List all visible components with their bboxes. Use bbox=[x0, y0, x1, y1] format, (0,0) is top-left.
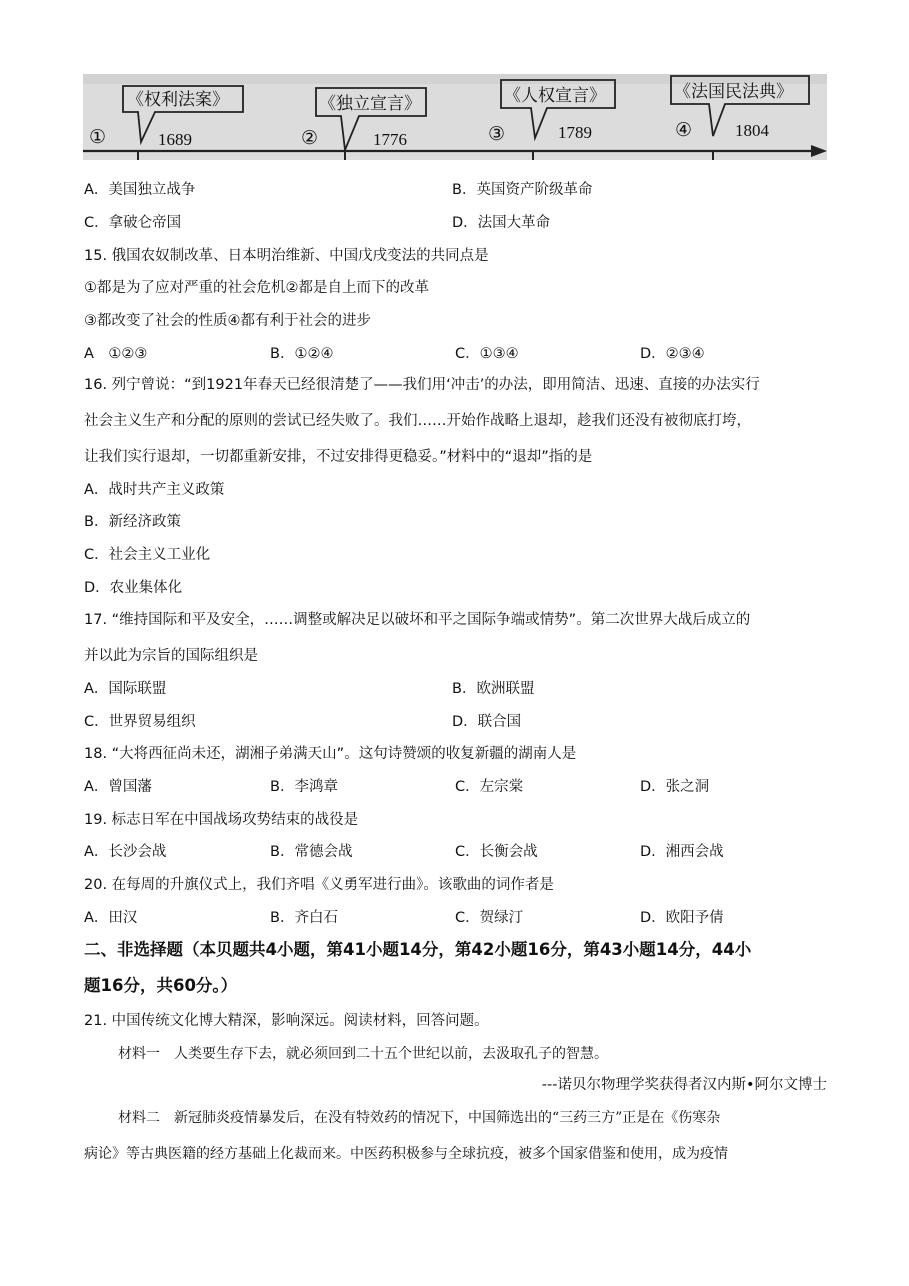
q17-option-c: C．世界贸易组织 bbox=[84, 714, 196, 730]
timeline-num-1: ① bbox=[89, 126, 107, 148]
q19-option-b: B．常德会战 bbox=[270, 844, 353, 860]
q18-option-c: C．左宗棠 bbox=[455, 779, 524, 795]
timeline-year-3: 1789 bbox=[558, 123, 592, 142]
q16-option-c: C．社会主义工业化 bbox=[84, 547, 211, 563]
q16-option-d: D．农业集体化 bbox=[84, 580, 183, 596]
q17-stem-line-2: 并以此为宗旨的国际组织是 bbox=[84, 648, 258, 664]
q16-stem-line-1: 16. 列宁曾说：“到1921年春天已经很清楚了——我们用‘冲击’的办法，即用简洁、迅速、直接的办法实行 bbox=[84, 377, 760, 393]
timeline-title-1: 《权利法案》 bbox=[127, 90, 229, 109]
q19-option-a: A．长沙会战 bbox=[84, 844, 167, 860]
q20-stem: 20. 在每周的升旗仪式上，我们齐唱《义勇军进行曲》。该歌曲的词作者是 bbox=[84, 877, 554, 893]
timeline-title-4: 《法国民法典》 bbox=[674, 82, 793, 101]
q18-option-b: B．李鸿章 bbox=[270, 779, 338, 795]
q14-option-c: C．拿破仑帝国 bbox=[84, 215, 182, 231]
q15-option-b: B．①②④ bbox=[270, 346, 334, 362]
q14-option-a: A．美国独立战争 bbox=[84, 182, 196, 198]
q21-material-2-line-1: 材料二 新冠肺炎疫情暴发后，在没有特效药的情况下，中国筛选出的“三药三方”正是在《伤寒杂 bbox=[118, 1110, 721, 1126]
q20-option-c: C．贺绿汀 bbox=[455, 910, 524, 926]
q20-option-a: A．田汉 bbox=[84, 910, 138, 926]
q15-option-c: C．①③④ bbox=[455, 346, 519, 362]
q18-stem: 18. “大将西征尚未还，湖湘子弟满天山”。这句诗赞颂的收复新疆的湖南人是 bbox=[84, 746, 577, 762]
q15-stem: 15. 俄国农奴制改革、日本明治维新、中国戊戌变法的共同点是 bbox=[84, 248, 489, 264]
q19-option-c: C．长衡会战 bbox=[455, 844, 538, 860]
q16-option-a: A．战时共产主义政策 bbox=[84, 482, 225, 498]
q17-option-a: A．国际联盟 bbox=[84, 681, 167, 697]
q21-stem: 21. 中国传统文化博大精深，影响深远。阅读材料，回答问题。 bbox=[84, 1013, 489, 1029]
q14-option-b: B．英国资产阶级革命 bbox=[452, 182, 593, 198]
q15-option-a: A ①②③ bbox=[84, 346, 148, 362]
timeline-num-4: ④ bbox=[675, 119, 693, 141]
q15-statements-2: ③都改变了社会的性质④都有利于社会的进步 bbox=[84, 313, 371, 329]
q16-stem-line-3: 让我们实行退却，一切都重新安排，不过安排得更稳妥。”材料中的“退却”指的是 bbox=[84, 449, 593, 465]
q16-option-b: B．新经济政策 bbox=[84, 514, 181, 530]
q17-option-b: B．欧洲联盟 bbox=[452, 681, 535, 697]
q18-option-a: A．曾国藩 bbox=[84, 779, 152, 795]
q19-option-d: D．湘西会战 bbox=[640, 844, 724, 860]
q21-material-1-source: ---诺贝尔物理学奖获得者汉内斯•阿尔文博士 bbox=[541, 1077, 827, 1093]
q17-stem-line-1: 17. “维持国际和平及安全，……调整或解决足以破坏和平之国际争端或情势”。第二次世界大战后成立的 bbox=[84, 612, 751, 628]
timeline-year-4: 1804 bbox=[735, 121, 769, 140]
q15-option-d: D．②③④ bbox=[640, 346, 705, 362]
q15-statements-1: ①都是为了应对严重的社会危机②都是自上而下的改革 bbox=[84, 280, 429, 296]
q16-stem-line-2: 社会主义生产和分配的原则的尝试已经失败了。我们……开始作战略上退却，趁我们还没有被彻底打垮， bbox=[84, 413, 751, 429]
timeline-year-2: 1776 bbox=[373, 130, 407, 149]
q21-material-1: 材料一 人类要生存下去，就必须回到二十五个世纪以前，去汲取孔子的智慧。 bbox=[118, 1046, 608, 1062]
section-heading-line-1: 二、非选择题（本贝题共4小题，第41小题14分，第42小题16分，第43小题14分，44小 bbox=[84, 940, 752, 959]
timeline-image bbox=[83, 74, 827, 160]
q14-option-d: D．法国大革命 bbox=[452, 215, 551, 231]
q20-option-d: D．欧阳予倩 bbox=[640, 910, 724, 926]
timeline-num-2: ② bbox=[301, 127, 319, 149]
timeline-year-1: 1689 bbox=[158, 130, 192, 149]
section-heading-line-2: 题16分，共60分。） bbox=[84, 976, 238, 995]
q20-option-b: B．齐白石 bbox=[270, 910, 338, 926]
timeline-title-3: 《人权宣言》 bbox=[504, 86, 606, 105]
q19-stem: 19. 标志日军在中国战场攻势结束的战役是 bbox=[84, 812, 359, 828]
timeline-title-2: 《独立宣言》 bbox=[319, 94, 421, 113]
q18-option-d: D．张之洞 bbox=[640, 779, 710, 795]
q17-option-d: D．联合国 bbox=[452, 714, 522, 730]
q21-material-2-line-2: 病论》等古典医籍的经方基础上化裁而来。中医药积极参与全球抗疫，被多个国家借鉴和使用，成为疫情 bbox=[84, 1146, 728, 1162]
timeline-num-3: ③ bbox=[488, 123, 506, 145]
